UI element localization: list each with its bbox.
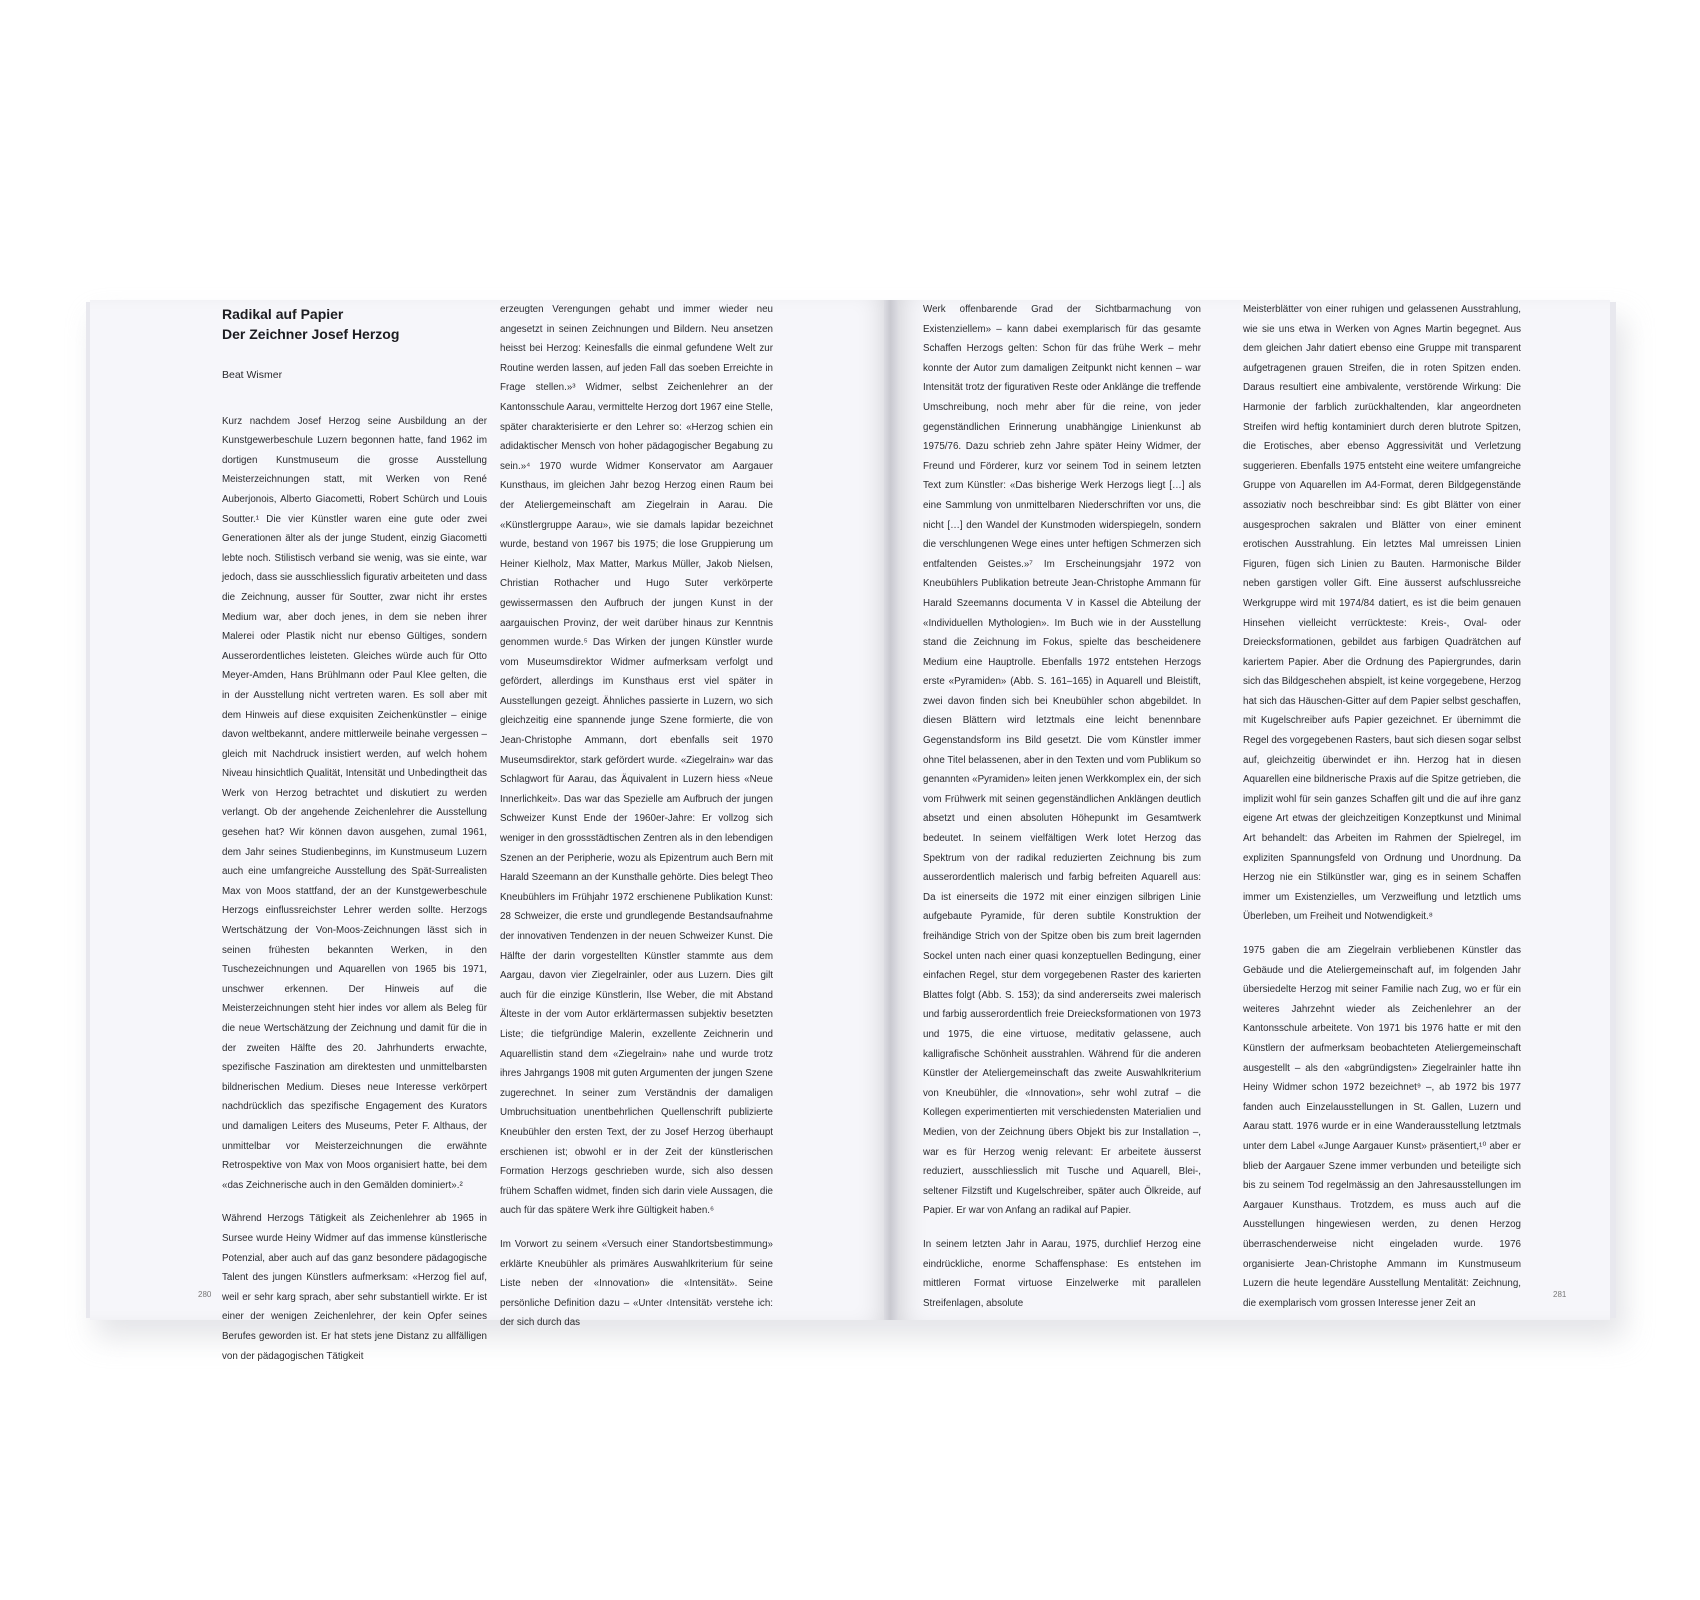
paragraph: Werk offenbarende Grad der Sichtbarmachung von Existenziellem» – kann dabei exemplarisch für das gesamte Schaffen Herzogs gelten: Schon für das frühe Werk – mehr konnte der Autor zum damaligen Zeitpunkt nicht kennen – war Intensität trotz der figurativen Reste oder Anklänge die treffende Umschreibung, noch mehr aber für die reine, von jeder gegenständlichen Erinnerung unabhängige Linienkunst ab 1975/76. Dazu schrieb zehn Jahre später Heiny Widmer, der Freund und Förderer, kurz vor seinem Tod in seinem letzten Text zum Künstler: «Das bisherige Werk Herzogs liegt […] als eine Sammlung von unmittelbaren Niederschriften vor uns, die nicht […] den Wandel der Kunstmoden widerspiegeln, sondern die verschlungenen Wege eines unter heftigen Schmerzen sich entfaltenden Geistes.»⁷ Im Erscheinungsjahr 1972 von Kneubühlers Publikation betreute Jean-Christophe Ammann für Harald Szeemanns documenta V in Kassel die Abteilung der «Individuellen Mythologien». Im Buch wie in der Ausstellung stand die Zeichnung im Fokus, spielte das bescheidenere Medium eine Hauptrolle. Ebenfalls 1972 entstehen Herzogs erste «Pyramiden» (Abb. S. 161–165) in Aquarell und Bleistift, zwei davon finden sich bei Kneubühler schon abgebildet. In diesen Blättern wird letztmals eine leicht benennbare Gegenstandsform ins Bild gesetzt. Die vom Künstler immer ohne Titel belassenen, aber in den Texten und vom Publikum so genannten «Pyramiden» leiten jenen Werkkomplex ein, der sich vom Frühwerk mit seinen gegenständlichen Anklängen deutlich absetzt und einen absoluten Höhepunkt im Gesamtwerk bedeutet. In seinem vielfältigen Werk lotet Herzog das Spektrum von der radikal reduzierten Zeichnung bis zum ausserordentlich malerisch und farbig befreiten Aquarell aus: Da ist einerseits die 1972 mit einer einzigen silbrigen Linie aufgebaute Pyramide, für deren subtile Konstruktion der freihändige Strich von der Spitze oben bis zum breit lagernden Sockel unten nach einer quasi konzeptuellen Bedingung, einer einfachen Regel, stur dem vorgegebenen Raster des karierten Blattes folgt (Abb. S. 153); da sind andererseits zwei malerisch und farbig ausserordentlich freie Dreiecksformationen von 1973 und 1975, die eine virtuose, meditativ gelassene, auch kalligrafische Schönheit ausstrahlen. Während für die anderen Künstler der Ateliergemeinschaft das zweite Auswahlkriterium von Kneubühler, die «Innovation», sehr wohl zutraf – die Kollegen experimentierten mit verschiedensten Materialien und Medien, von der Zeichnung übers Objekt bis zur Installation –, war es für Herzog wenig relevant: Er arbeitete äusserst reduziert, ausschliesslich mit Tusche und Aquarell, Blei-, seltener Filzstift und Kugelschreiber, später auch Ölkreide, auf Papier. Er war von Anfang an radikal auf Papier. — [923, 304, 1201, 1217]
left-column-2 — [500, 300, 773, 1347]
page-number-left: 280 — [198, 1290, 212, 1299]
paragraph: Während Herzogs Tätigkeit als Zeichenlehrer ab 1965 in Sursee wurde Heiny Widmer auf das immense künstlerische Potenzial, aber auch auf das ganz besondere pädagogische Talent des jungen Künstlers aufmerksam: «Herzog fiel auf, weil er sehr karg sprach, aber sehr substantiell wirkte. Er ist einer der wenigen Zeichenlehrer, der kein Opfer seines Berufes geworden ist. Er hat stets jene Distanz zu allfälligen von der pädagogischen Tätigkeit — [222, 1213, 487, 1362]
article-title: Radikal auf Papier — [222, 306, 344, 322]
right-column-1 — [923, 300, 1201, 1327]
right-page — [895, 300, 1610, 1320]
left-column-1 — [222, 300, 487, 1380]
paragraph: In seinem letzten Jahr in Aarau, 1975, durchlief Herzog eine eindrückliche, enorme Schaffensphase: Es entstehen im mittleren Format virtuose Einzelwerke mit parallelen Streifenlagen, absolute — [923, 1238, 1201, 1309]
paragraph: Kurz nachdem Josef Herzog seine Ausbildung an der Kunstgewerbeschule Luzern begonnen hatte, fand 1962 im dortigen Kunstmuseum die grosse Ausstellung Meisterzeichnungen statt, mit Werken von René Auberjonois, Alberto Giacometti, Robert Schürch und Louis Soutter.¹ Die vier Künstler waren eine gute oder zwei Generationen älter als der junge Student, einzig Giacometti lebte noch. Stilistisch verband sie wenig, was sie einte, war jedoch, dass sie ausschliesslich figurativ arbeiteten und dass die Zeichnung, ausser für Soutter, zwar nicht ihr erstes Medium war, aber doch jenes, in dem sie neben ihrer Malerei oder Plastik nicht nur ebenso Gültiges, sondern Ausserordentliches leisteten. Gleiches würde auch für Otto Meyer-Amden, Hans Brühlmann oder Paul Klee gelten, die in der Ausstellung nicht vertreten waren. Es soll aber mit dem Hinweis auf diese exquisiten Zeichenkünstler – einige davon weltbekannt, andere mittlerweile beinahe vergessen – gleich mit Nachdruck insistiert werden, auf welch hohem Niveau hinsichtlich Qualität, Intensität und Unbedingtheit das Werk von Herzog betrachtet und diskutiert zu werden verlangt. Ob der angehende Zeichenlehrer die Ausstellung gesehen hat? Wir können davon ausgehen, zumal 1961, dem Jahr seines Studienbeginns, im Kunstmuseum Luzern auch eine umfangreiche Ausstellung des Spät-Surrealisten Max von Moos stattfand, der an der Kunstgewerbeschule Herzogs einflussreichster Lehrer werden sollte. Herzogs Wertschätzung der Von-Moos-Zeichnungen lässt sich in seinen frühesten bekannten Werken, in den Tuschezeichnungen und Aquarellen von 1965 bis 1971, unschwer erkennen. Der Hinweis auf die Meisterzeichnungen steht hier indes vor allem als Beleg für die neue Wertschätzung der Zeichnung und damit für die in der zweiten Hälfte des 20. Jahrhunderts erwachte, spezifische Faszination am direktesten und unmittelbarsten bildnerischen Medium. Dieses neue Interesse verkörpert nachdrücklich das spezifische Engagement des Kurators und damaligen Leiters des Museums, Peter F. Althaus, der unmittelbar vor Meisterzeichnungen die erwähnte Retrospektive von Max von Moos organisiert hatte, bei dem «das Zeichnerische auch in den Gemälden dominiert».² — [222, 415, 487, 1191]
article-subtitle: Der Zeichner Josef Herzog — [222, 326, 400, 342]
paragraph: Meisterblätter von einer ruhigen und gelassenen Ausstrahlung, wie sie uns etwa in Werken von Agnes Martin begegnet. Aus dem gleichen Jahr datiert ebenso eine Gruppe mit transparent aufgetragenen grauen Streifen, die in roten Spitzen enden. Daraus resultiert eine ambivalente, verstörende Wirkung: Die Harmonie der farblich zurückhaltenden, klar angeordneten Streifen wird heftig kontaminiert durch deren blutrote Spitzen, die Erotisches, aber ebenso Aggressivität und Verletzung suggerieren. Ebenfalls 1975 entsteht eine weitere umfangreiche Gruppe von Aquarellen im A4-Format, deren Bildgegenstände assoziativ noch beschreibbar sind: Es gibt Blätter von einer ausgesprochen sakralen und Blätter von einer eminent erotischen Ausstrahlung. Ein letztes Mal umreissen Linien Figuren, fügen sich Linien zu Bauten. Harmonische Bilder neben garstigen voller Gift. Eine äusserst aufschlussreiche Werkgruppe wird mit 1974/84 datiert, es ist die beim genauen Hinsehen vielleicht verrückteste: Kreis-, Oval- oder Dreiecksformationen, gebildet aus farbigen Quadrätchen auf kariertem Papier. Aber die Ordnung des Papiergrundes, darin sich das Bildgeschehen abspielt, ist keine vorgegebene, Herzog hat sich das Häuschen-Gitter auf dem Papier selbst geschaffen, mit Kugelschreiber aufs Papier gezeichnet. Er übernimmt die Regel des vorgegebenen Rasters, baut sich diesen sogar selbst auf, gleichzeitig überwindet er ihn. Herzog hat in diesen Aquarellen eine bildnerische Praxis auf die Spitze getrieben, die implizit wohl für sein ganzes Schaffen gilt und die auf ihre ganz eigene Art etwas der gleichzeitigen Konzeptkunst und Minimal Art behandelt: das Arbeiten im Rahmen der Spielregel, im expliziten Spannungsfeld von Ordnung und Unordnung. Da Herzog nie ein Stilkünstler war, ging es in seinem Schaffen immer um Existenzielles, um Verzweiflung und letztlich ums Überleben, um Freiheit und Notwendigkeit.⁸ — [1243, 304, 1521, 923]
paragraph: 1975 gaben die am Ziegelrain verbliebenen Künstler das Gebäude und die Ateliergemeinschaft auf, im folgenden Jahr übersiedelte Herzog mit seiner Familie nach Zug, wo er für ein weiteres Jahrzehnt wieder als Zeichenlehrer an der Kantonsschule arbeitete. Von 1971 bis 1976 hatte er mit den Künstlern der aufmerksam beobachteten Ateliergemeinschaft ausgestellt – als den «abgründigsten» Ziegelrainler hatte ihn Heiny Widmer schon 1972 bezeichnet⁹ –, ab 1972 bis 1977 fanden auch Einzelausstellungen in St. Gallen, Luzern und Aarau statt. 1976 wurde er in eine Wanderausstellung letztmals unter dem Label «Junge Aargauer Kunst» präsentiert,¹⁰ aber er blieb der Aargauer Szene immer verbunden und beteiligte sich bis zu seinem Tod regelmässig an den Jahresausstellungen im Aargauer Kunsthaus. Trotzdem, es muss auch auf die Ausstellungen hingewiesen werden, zu denen Herzog überraschenderweise nicht eingeladen wurde. 1976 organisierte Jean-Christophe Ammann im Kunstmuseum Luzern die heute legendäre Ausstellung Mentalität: Zeichnung, die exemplarisch vom grossen Interesse jener Zeit an — [1243, 945, 1521, 1309]
paragraph: erzeugten Verengungen gehabt und immer wieder neu angesetzt in seinen Zeichnungen und Bildern. Neu ansetzen heisst bei Herzog: Keinesfalls die einmal gefundene Welt zur Routine werden lassen, auf jeden Fall das soeben Erreichte in Frage stellen.»³ Widmer, selbst Zeichenlehrer an der Kantonsschule Aarau, vermittelte Herzog dort 1967 eine Stelle, später charakterisierte er den Lehrer so: «Herzog schien ein adidaktischer Mensch von hoher pädagogischer Begabung zu sein.»⁴ 1970 wurde Widmer Konservator am Aargauer Kunsthaus, im gleichen Jahr bezog Herzog einen Raum bei der Ateliergemeinschaft am Ziegelrain in Aarau. Die «Künstlergruppe Aarau», wie sie damals lapidar bezeichnet wurde, bestand von 1967 bis 1975; die lose Gruppierung um Heiner Kielholz, Max Matter, Markus Müller, Jakob Nielsen, Christian Rothacher und Hugo Suter verkörperte gewissermassen den Aufbruch der jungen Kunst in der aargauischen Provinz, der weit darüber hinaus zur Kenntnis genommen wurde.⁵ Das Wirken der jungen Künstler wurde vom Museumsdirektor Widmer aufmerksam verfolgt und gefördert, allerdings im Kunsthaus erst viel später in Ausstellungen gezeigt. Ähnliches passierte in Luzern, wo sich gleichzeitig eine spannende junge Szene formierte, die von Jean-Christophe Ammann, dort ebenfalls seit 1970 Museumsdirektor, stark gefördert wurde. «Ziegelrain» war das Schlagwort für Aarau, das Äquivalent in Luzern hiess «Neue Innerlichkeit». Das war das Spezielle am Aufbruch der jungen Schweizer Kunst Ende der 1960er-Jahre: Er vollzog sich weniger in den grossstädtischen Zentren als in den lebendigen Szenen an der Peripherie, wozu als Epizentrum auch Bern mit Harald Szeemann an der Kunsthalle gehörte. Dies belegt Theo Kneubühlers im Frühjahr 1972 erschienene Publikation Kunst: 28 Schweizer, die erste und grundlegende Bestandsaufnahme der innovativen Tendenzen in der neuen Schweizer Kunst. Die Hälfte der darin vorgestellten Künstler stammte aus dem Aargau, davon vier Ziegelrainler, oder aus Luzern. Dies gilt auch für die einzige Künstlerin, Ilse Weber, die mit Abstand Älteste in der vom Autor erklärtermassen subjektiv besetzten Liste; die tiefgründige Malerin, exzellente Zeichnerin und Aquarellistin stand dem «Ziegelrain» nahe und wurde trotz ihres Jahrgangs 1908 mit guten Argumenten der jungen Szene zugerechnet. In seiner zum Verständnis der damaligen Umbruchsituation unentbehrlichen Quellenschrift publizierte Kneubühler den ersten Text, der zu Josef Herzog überhaupt erschienen ist; obwohl er in der Zeit der künstlerischen Formation Herzogs geschrieben wurde, sich also dessen frühem Schaffen widmet, finden sich darin viele Aussagen, die auch für das spätere Werk ihre Gültigkeit haben.⁶ — [500, 304, 773, 1217]
left-page — [90, 300, 890, 1362]
book-gutter — [884, 300, 898, 1320]
paragraph: Im Vorwort zu seinem «Versuch einer Standortsbestimmung» erklärte Kneubühler als primäres Auswahlkriterium für seine Liste neben der «Innovation» die «Intensität». Seine persönliche Definition dazu – «Unter ‹Intensität› verstehe ich: der sich durch das — [500, 1238, 773, 1329]
right-column-2 — [1243, 300, 1521, 1327]
page-number-right: 281 — [1553, 1290, 1567, 1299]
author-name: Beat Wismer — [222, 369, 283, 381]
